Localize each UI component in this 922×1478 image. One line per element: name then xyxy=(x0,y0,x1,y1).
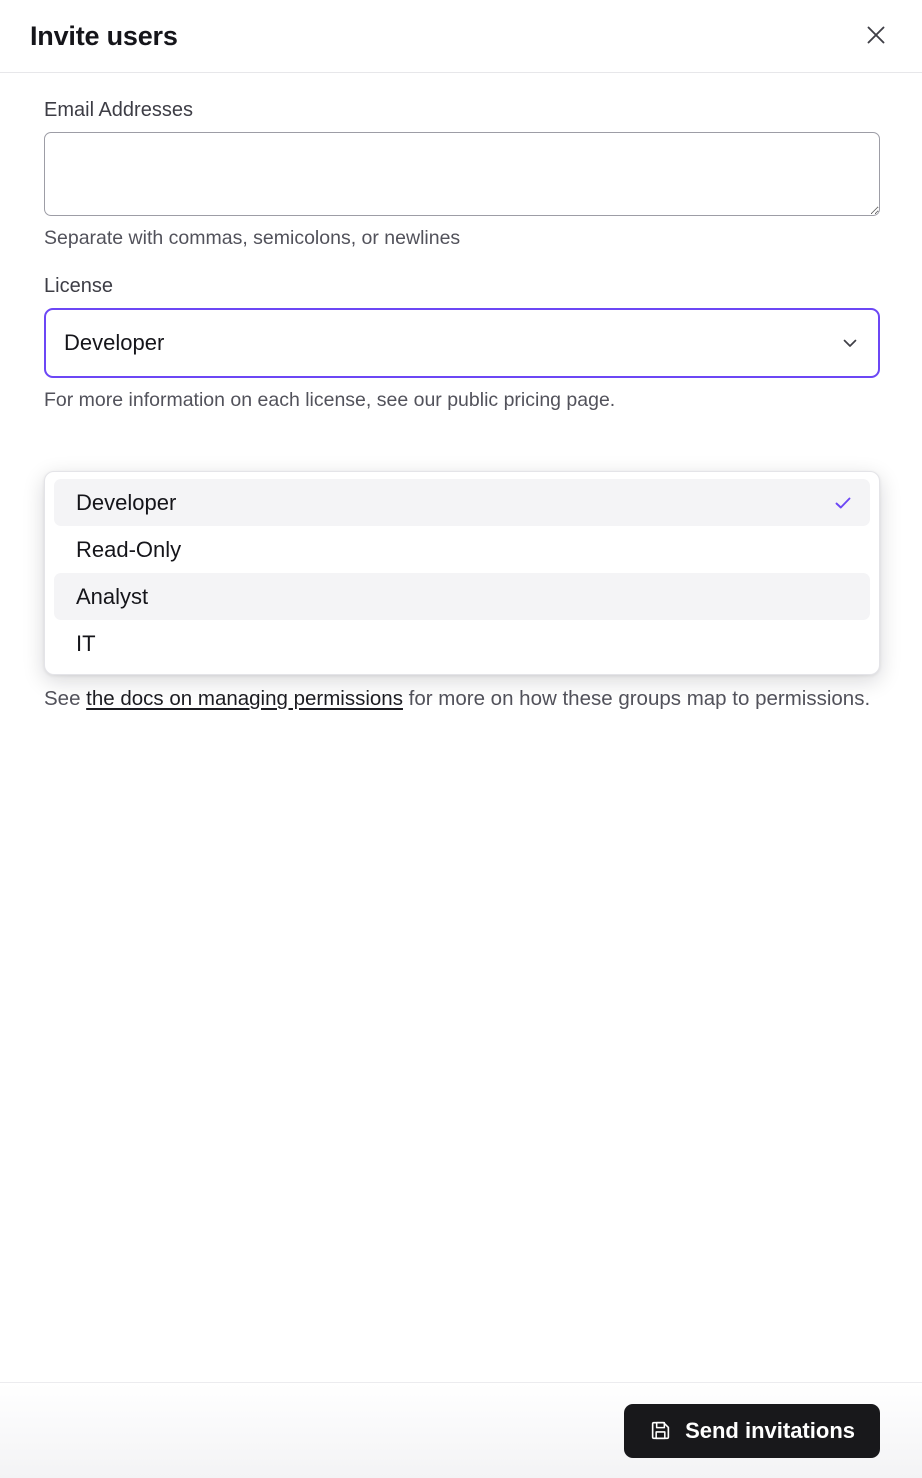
check-icon xyxy=(832,492,854,514)
license-option-label: IT xyxy=(76,630,96,656)
license-label: License xyxy=(44,275,113,297)
license-select[interactable] xyxy=(44,308,880,378)
email-addresses-label: Email Addresses xyxy=(44,99,193,121)
dialog-header xyxy=(0,0,922,73)
send-invitations-label: Send invitations xyxy=(685,1417,855,1443)
close-button[interactable] xyxy=(856,16,896,56)
license-dropdown-list xyxy=(44,471,880,675)
send-invitations-button[interactable] xyxy=(624,1404,880,1458)
dialog-footer xyxy=(0,1382,922,1478)
page-title: Invite users xyxy=(30,20,178,51)
license-option-it[interactable] xyxy=(54,620,870,667)
license-option-developer[interactable] xyxy=(54,479,870,526)
license-option-label: Developer xyxy=(76,489,177,515)
managing-permissions-link[interactable]: the docs on managing permissions xyxy=(86,687,403,710)
license-option-label: Analyst xyxy=(76,583,149,609)
docs-note-suffix: for more on how these groups map to permissions. xyxy=(402,687,871,710)
email-addresses-input[interactable] xyxy=(44,132,880,216)
license-description: For more information on each license, see our public pricing page. xyxy=(44,389,616,411)
dialog-body xyxy=(0,73,922,1382)
chevron-down-icon xyxy=(840,333,860,353)
permissions-docs-note xyxy=(44,684,880,713)
license-option-read-only[interactable] xyxy=(54,526,870,573)
license-option-analyst[interactable] xyxy=(54,573,870,620)
docs-note-prefix: See xyxy=(44,687,87,710)
close-icon xyxy=(863,22,889,51)
license-field xyxy=(44,275,878,414)
license-option-label: Read-Only xyxy=(76,536,182,562)
license-select-value: Developer xyxy=(64,330,165,355)
email-helper-text: Separate with commas, semicolons, or newlines xyxy=(44,227,461,249)
save-icon xyxy=(649,1419,672,1442)
